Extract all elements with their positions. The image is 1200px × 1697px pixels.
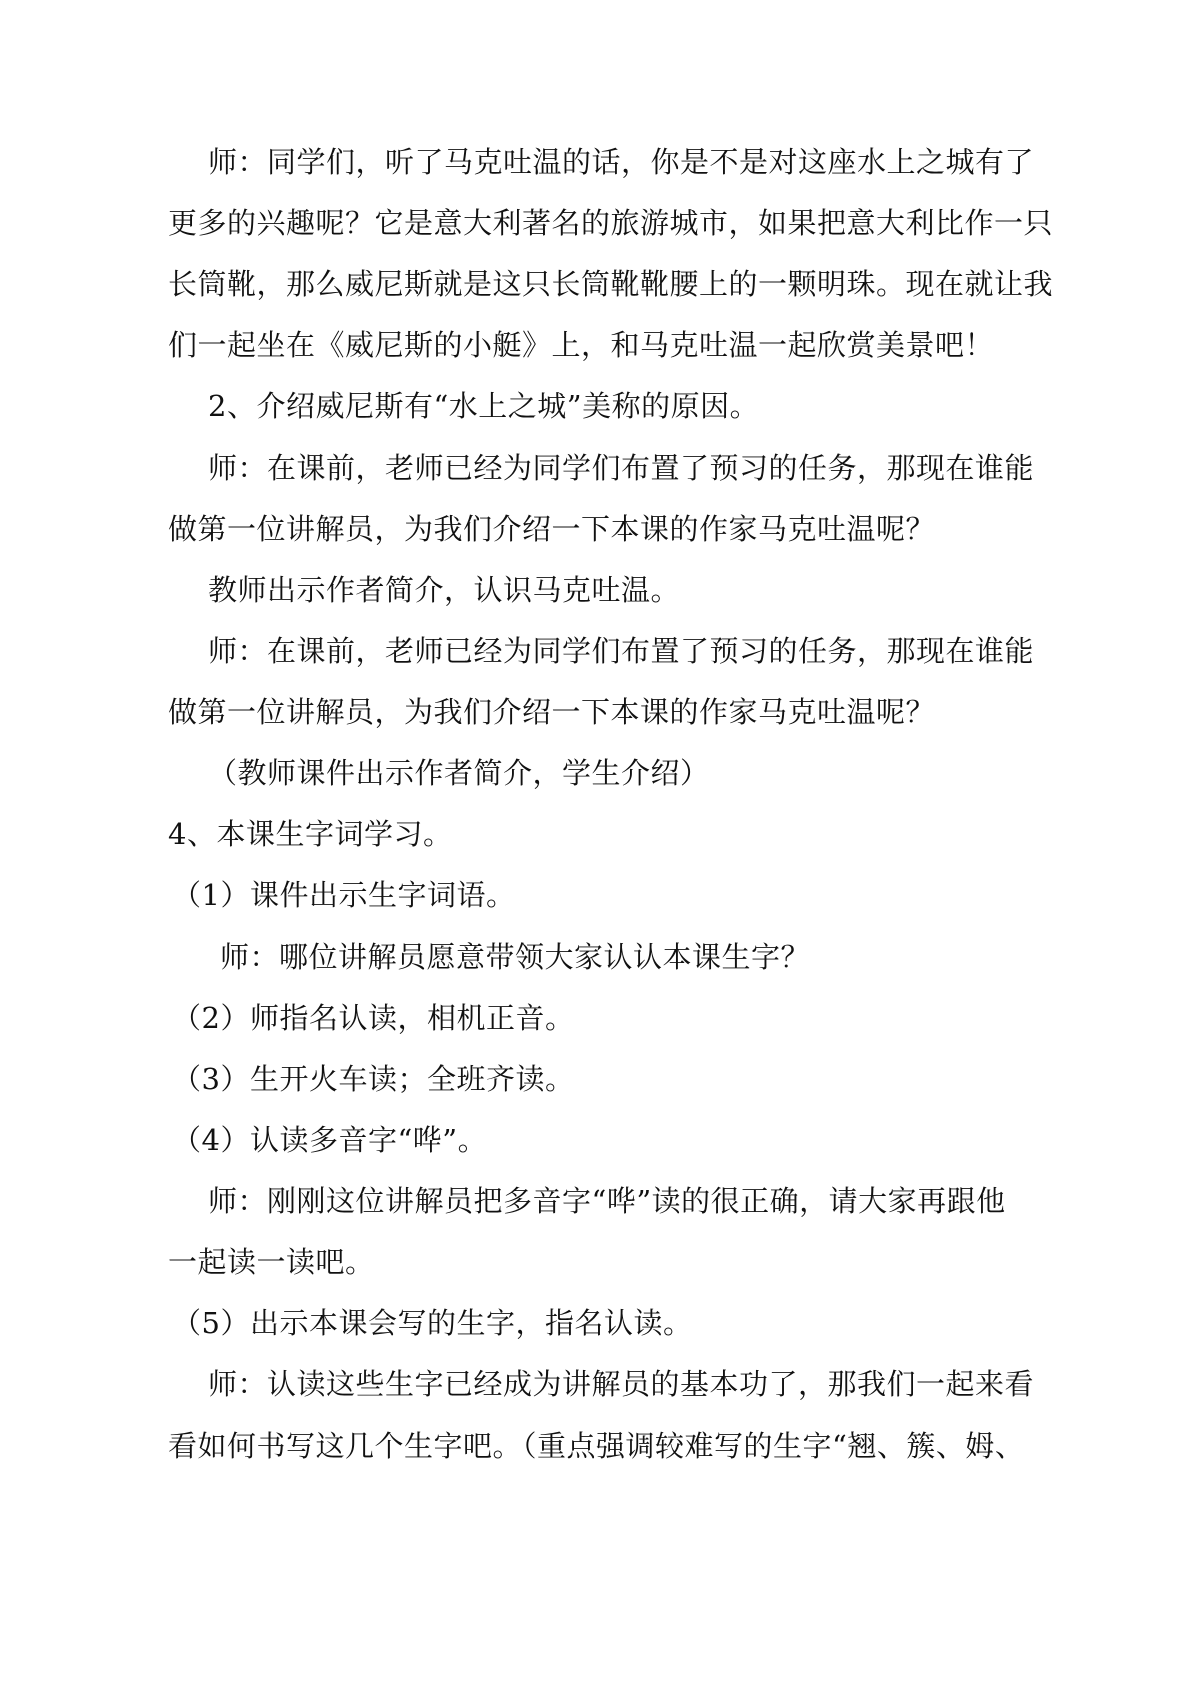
paragraph-line-4: 们一起坐在《威尼斯的小艇》上，和马克吐温一起欣赏美景吧！	[168, 328, 995, 362]
list-item-5: （5）出示本课会写的生字，指名认读。	[172, 1306, 693, 1340]
paragraph-line-11: （教师课件出示作者简介，学生介绍）	[208, 756, 710, 790]
section-heading-4: 4、本课生字词学习。	[168, 817, 453, 851]
paragraph-line-9: 师：在课前，老师已经为同学们布置了预习的任务，那现在谁能	[208, 634, 1035, 668]
list-item-3: （3）生开火车读；全班齐读。	[172, 1062, 575, 1096]
paragraph-line-7: 做第一位讲解员，为我们介绍一下本课的作家马克吐温呢？	[168, 512, 936, 546]
paragraph-line-1: 师：同学们，听了马克吐温的话，你是不是对这座水上之城有了	[208, 145, 1035, 179]
paragraph-line-10: 做第一位讲解员，为我们介绍一下本课的作家马克吐温呢？	[168, 695, 936, 729]
list-item-4: （4）认读多音字“哗”。	[172, 1123, 488, 1157]
paragraph-line-6: 师：在课前，老师已经为同学们布置了预习的任务，那现在谁能	[208, 451, 1035, 485]
section-heading-2: 2、介绍威尼斯有“水上之城”美称的原因。	[208, 389, 760, 423]
paragraph-line-3: 长筒靴，那么威尼斯就是这只长筒靴靴腰上的一颗明珠。现在就让我	[168, 267, 1054, 301]
list-item-2: （2）师指名认读，相机正音。	[172, 1001, 575, 1035]
list-item-1: （1）课件出示生字词语。	[172, 878, 516, 912]
paragraph-line-8: 教师出示作者简介，认识马克吐温。	[208, 573, 681, 607]
paragraph-line-22: 看如何书写这几个生字吧。（重点强调较难写的生字“翘、簇、姆、	[168, 1429, 1025, 1463]
paragraph-line-14: 师：哪位讲解员愿意带领大家认认本课生字？	[220, 940, 811, 974]
paragraph-line-2: 更多的兴趣呢？它是意大利著名的旅游城市，如果把意大利比作一只	[168, 206, 1054, 240]
paragraph-line-19: 一起读一读吧。	[168, 1245, 375, 1279]
paragraph-line-18: 师：刚刚这位讲解员把多音字“哗”读的很正确，请大家再跟他	[208, 1184, 1006, 1218]
paragraph-line-21: 师：认读这些生字已经成为讲解员的基本功了，那我们一起来看	[208, 1367, 1035, 1401]
